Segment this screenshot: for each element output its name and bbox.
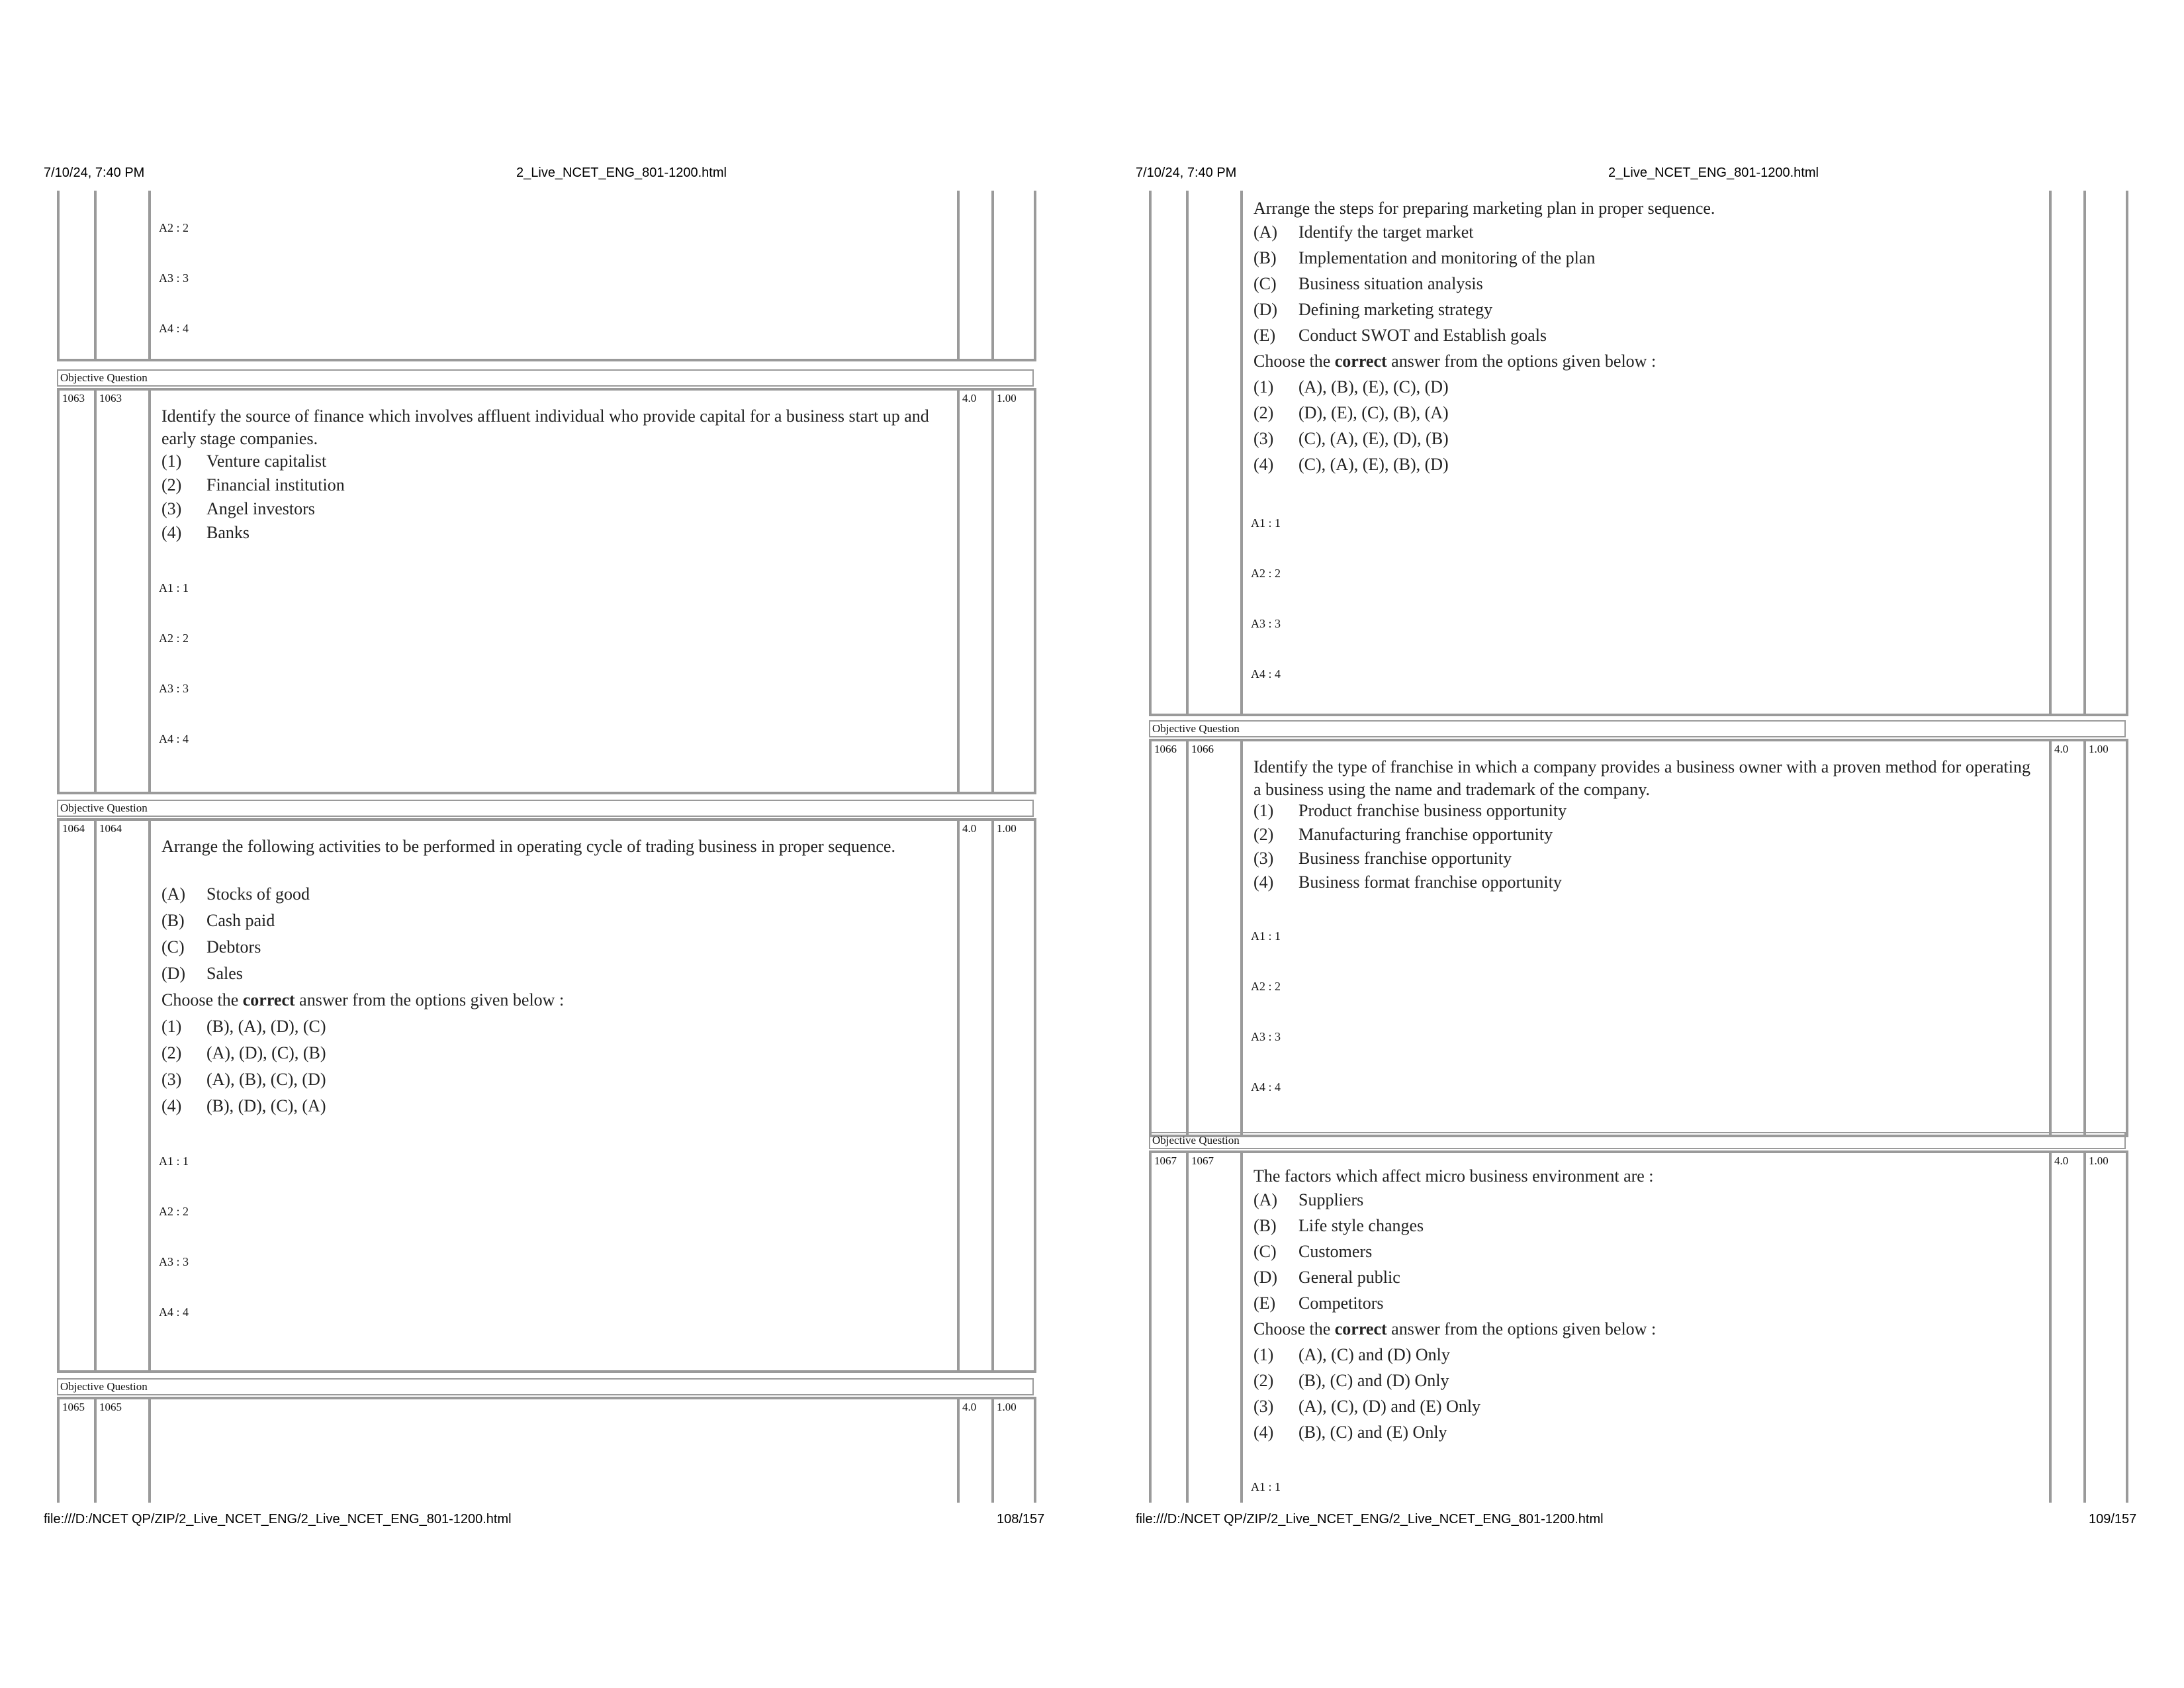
answer-option: A4 : 4: [1251, 1080, 1281, 1094]
right-page: [1092, 0, 2184, 1688]
serial-number: 1066: [1154, 743, 1177, 755]
print-page-number: 108/157: [997, 1512, 1045, 1526]
question-row: 1066 1066 4.0 1.00 Identify the type of franchise in which a company provides a business owner with a proven method for operating a business using the name and trademark of the company. (1) Product franchise business opportunity (2) Manufacturing franchise opportunity (3) Business franchise opportunity (4) Business format franchise opportunity A1 : 1 A2 : 2 A3 : 3 A4 : 4: [1149, 739, 2128, 1137]
question-table: [57, 191, 1036, 1503]
question-text: Identify the source of finance which involves affluent individual who provide capital for a business start up and early stage companies.: [161, 406, 929, 448]
answer-option: A2 : 2: [159, 1205, 189, 1218]
serial-number: 1067: [1154, 1154, 1177, 1167]
serial-number: 1063: [62, 392, 85, 404]
negative-marks: 1.00: [997, 822, 1017, 835]
question-table: [1149, 191, 2128, 1503]
answer-option: A3 : 3: [159, 682, 189, 695]
answer-option: A2 : 2: [159, 221, 189, 234]
question-type-label: Objective Question: [57, 1378, 1034, 1395]
marks: 4.0: [2054, 743, 2069, 755]
marks: 4.0: [962, 392, 977, 404]
marks: 4.0: [962, 822, 977, 835]
answer-option: A4 : 4: [159, 1305, 189, 1319]
question-text: The factors which affect micro business environment are :: [1253, 1166, 1654, 1186]
answer-option: A1 : 1: [159, 1154, 189, 1168]
serial-number: 1064: [62, 822, 85, 835]
question-row: 1067 1067 4.0 1.00 The factors which affect micro business environment are : (A) Suppliers (B) Life style changes (C) Customers (D) General public (E) Competitors Choose the correct answer from the options given below : (1) (A), (C) and (D) Only (2) (B), (C) and (D) Only (3) (A), (C), (D) and (E) Only (4) (B), (C) and (E) Only A1 : 1: [1149, 1150, 2128, 1503]
answer-option: A1 : 1: [1251, 1480, 1281, 1493]
choose-instruction: Choose the correct answer from the options given below :: [1253, 352, 1657, 371]
answer-option: A3 : 3: [159, 271, 189, 285]
negative-marks: 1.00: [2089, 1154, 2109, 1167]
question-type-label: Objective Question: [1149, 1132, 2126, 1149]
answer-option: A2 : 2: [159, 632, 189, 645]
answer-option: A2 : 2: [1251, 980, 1281, 993]
question-text: Identify the type of franchise in which a company provides a business owner with a proven method for operating a business using the name and trademark of the company.: [1253, 757, 2030, 799]
serial-number: 1065: [62, 1401, 85, 1413]
question-type-label: Objective Question: [57, 800, 1034, 817]
marks: 4.0: [2054, 1154, 2069, 1167]
answer-option: A3 : 3: [159, 1255, 189, 1268]
question-row: Arrange the steps for preparing marketing plan in proper sequence. (A) Identify the target market (B) Implementation and monitoring of the plan (C) Business situation analysis (D) Defining marketing strategy (E) Conduct SWOT and Establish goals Choose the correct answer from the options given below : (1) (A), (B), (E), (C), (D) (2) (D), (E), (C), (B), (A) (3) (C), (A), (E), (D), (B) (4) (C), (A), (E), (B), (D) A1 : 1 A2 : 2 A3 : 3 A4 : 4: [1149, 191, 2128, 716]
question-id: 1067: [1191, 1154, 1214, 1167]
answer-option: A4 : 4: [159, 322, 189, 335]
negative-marks: 1.00: [997, 392, 1017, 404]
question-row: [57, 1397, 1036, 1503]
choose-instruction: Choose the correct answer from the options given below :: [1253, 1319, 1657, 1338]
question-text: Arrange the steps for preparing marketing plan in proper sequence.: [1253, 199, 1715, 218]
print-file-path: file:///D:/NCET QP/ZIP/2_Live_NCET_ENG/2_Live_NCET_ENG_801-1200.html: [44, 1512, 512, 1526]
question-type-label: Objective Question: [57, 369, 1034, 387]
answer-option: A3 : 3: [1251, 1030, 1281, 1043]
question-type-label: Objective Question: [1149, 720, 2126, 737]
negative-marks: 1.00: [2089, 743, 2109, 755]
question-text: Arrange the following activities to be performed in operating cycle of trading business in proper sequence.: [161, 837, 895, 856]
answer-option: A1 : 1: [1251, 929, 1281, 943]
choose-instruction: Choose the correct answer from the options given below :: [161, 990, 565, 1009]
answer-option: A4 : 4: [1251, 667, 1281, 680]
print-title: 2_Live_NCET_ENG_801-1200.html: [516, 165, 727, 180]
question-id: 1065: [99, 1401, 122, 1413]
question-id: 1063: [99, 392, 122, 404]
print-file-path: file:///D:/NCET QP/ZIP/2_Live_NCET_ENG/2_Live_NCET_ENG_801-1200.html: [1136, 1512, 1604, 1526]
answer-option: A1 : 1: [159, 581, 189, 594]
print-datetime: 7/10/24, 7:40 PM: [1136, 165, 1237, 180]
answer-option: A3 : 3: [1251, 617, 1281, 630]
answer-option: A4 : 4: [159, 732, 189, 745]
print-datetime: 7/10/24, 7:40 PM: [44, 165, 145, 180]
negative-marks: 1.00: [997, 1401, 1017, 1413]
print-title: 2_Live_NCET_ENG_801-1200.html: [1608, 165, 1819, 180]
question-row: 1063 1063 4.0 1.00 Identify the source of finance which involves affluent individual who provide capital for a business start up and early stage companies. (1) Venture capitalist (2) Financial institution (3) Angel investors (4) Banks A1 : 1 A2 : 2 A3 : 3 A4 : 4: [57, 388, 1036, 794]
print-page-number: 109/157: [2089, 1512, 2137, 1526]
marks: 4.0: [962, 1401, 977, 1413]
answer-option: A2 : 2: [1251, 567, 1281, 580]
question-row: 1064 1064 4.0 1.00 Arrange the following activities to be performed in operating cycle of trading business in proper sequence. (A) Stocks of good (B) Cash paid (C) Debtors (D) Sales Choose the correct answer from the options given below : (1) (B), (A), (D), (C) (2) (A), (D), (C), (B) (3) (A), (B), (C), (D) (4) (B), (D), (C), (A) A1 : 1 A2 : 2 A3 : 3 A4 : 4: [57, 818, 1036, 1373]
question-id: 1066: [1191, 743, 1214, 755]
answer-option: A1 : 1: [1251, 516, 1281, 530]
prev-question-row: [57, 191, 1036, 361]
question-id: 1064: [99, 822, 122, 835]
